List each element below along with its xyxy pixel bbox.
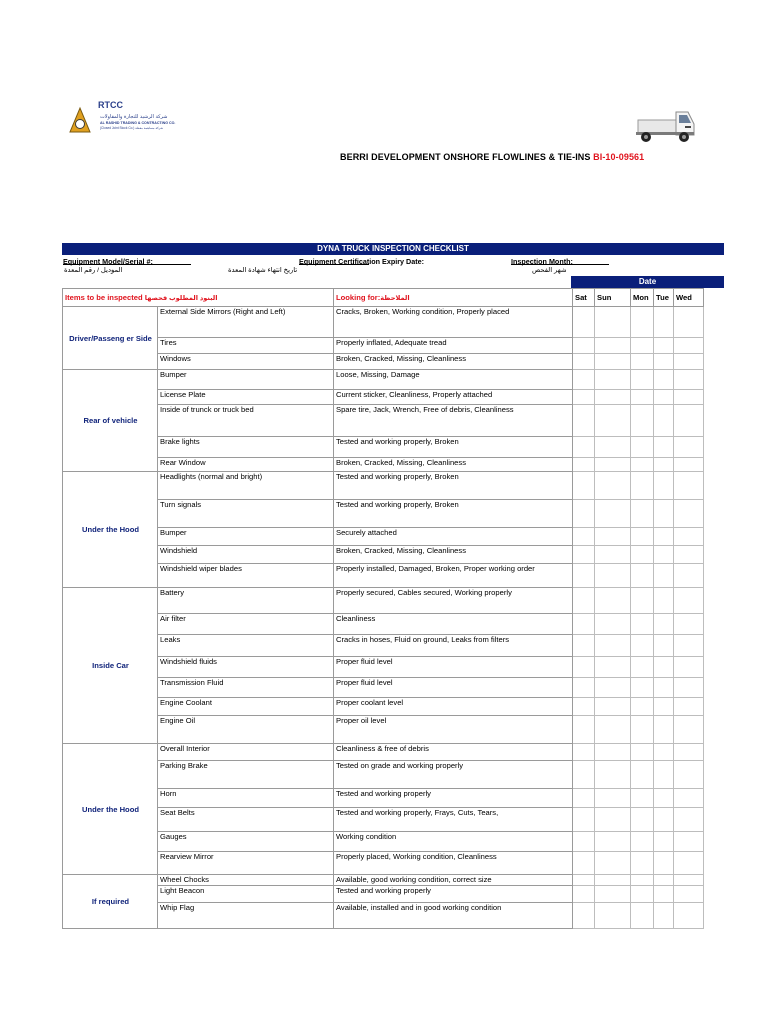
item-cell: Inside of trunck or truck bed <box>158 405 334 437</box>
check-cell[interactable] <box>654 528 674 546</box>
check-cell[interactable] <box>595 546 631 564</box>
table-row <box>63 338 704 354</box>
category-cell: Under the Hood <box>63 472 158 588</box>
category-cell: If required <box>63 875 158 929</box>
check-cell[interactable] <box>573 716 595 744</box>
looking-for-cell: Securely attached <box>334 528 573 546</box>
item-cell: Overall Interior <box>158 744 334 761</box>
check-cell[interactable] <box>674 744 704 761</box>
item-cell: Light Beacon <box>158 886 334 903</box>
check-cell[interactable] <box>595 761 631 789</box>
check-cell[interactable] <box>631 808 654 832</box>
check-cell[interactable] <box>631 614 654 635</box>
project-title: BERRI DEVELOPMENT ONSHORE FLOWLINES & TIE-INS BI-10-09561 <box>340 152 645 162</box>
looking-for-cell: Broken, Cracked, Missing, Cleanliness <box>334 458 573 472</box>
day-header: Sat <box>573 289 595 307</box>
check-cell[interactable] <box>595 852 631 875</box>
check-cell[interactable] <box>631 370 654 390</box>
looking-for-cell: Spare tire, Jack, Wrench, Free of debris, Cleanliness <box>334 405 573 437</box>
model-arabic: الموديل / رقم المعدة <box>64 267 123 274</box>
check-cell[interactable] <box>631 832 654 852</box>
table-row <box>63 472 704 500</box>
check-cell[interactable] <box>595 635 631 657</box>
check-cell[interactable] <box>595 472 631 500</box>
check-cell[interactable] <box>595 808 631 832</box>
check-cell[interactable] <box>674 903 704 929</box>
table-row <box>63 354 704 370</box>
check-cell[interactable] <box>573 307 595 338</box>
table-header-row <box>63 289 704 307</box>
check-cell[interactable] <box>573 458 595 472</box>
check-cell[interactable] <box>595 307 631 338</box>
check-cell[interactable] <box>654 307 674 338</box>
check-cell[interactable] <box>654 588 674 614</box>
check-cell[interactable] <box>573 761 595 789</box>
check-cell[interactable] <box>674 405 704 437</box>
item-cell: Battery <box>158 588 334 614</box>
check-cell[interactable] <box>654 832 674 852</box>
check-cell[interactable] <box>654 370 674 390</box>
check-cell[interactable] <box>595 390 631 405</box>
table-row <box>63 564 704 588</box>
table-row <box>63 716 704 744</box>
check-cell[interactable] <box>631 886 654 903</box>
check-cell[interactable] <box>631 657 654 678</box>
check-cell[interactable] <box>654 405 674 437</box>
looking-for-cell: Tested on grade and working properly <box>334 761 573 789</box>
looking-for-cell: Available, installed and in good working condition <box>334 903 573 929</box>
looking-for-cell: Cracks, Broken, Working condition, Properly placed <box>334 307 573 338</box>
table-row <box>63 903 704 929</box>
check-cell[interactable] <box>674 338 704 354</box>
item-cell: Transmission Fluid <box>158 678 334 698</box>
check-cell[interactable] <box>573 875 595 886</box>
check-cell[interactable] <box>654 678 674 698</box>
check-cell[interactable] <box>654 808 674 832</box>
check-cell[interactable] <box>674 390 704 405</box>
item-cell: Engine Coolant <box>158 698 334 716</box>
checklist-table <box>62 288 704 929</box>
check-cell[interactable] <box>631 472 654 500</box>
item-cell: Bumper <box>158 370 334 390</box>
check-cell[interactable] <box>631 698 654 716</box>
looking-for-cell: Proper coolant level <box>334 698 573 716</box>
check-cell[interactable] <box>595 564 631 588</box>
item-cell: Bumper <box>158 528 334 546</box>
table-row <box>63 307 704 338</box>
date-header: Date <box>571 276 724 288</box>
day-header: Wed <box>674 289 704 307</box>
looking-for-cell: Tested and working properly, Broken <box>334 472 573 500</box>
check-cell[interactable] <box>573 546 595 564</box>
check-cell[interactable] <box>595 458 631 472</box>
check-cell[interactable] <box>595 500 631 528</box>
looking-for-cell: Properly secured, Cables secured, Working properly <box>334 588 573 614</box>
check-cell[interactable] <box>595 354 631 370</box>
check-cell[interactable] <box>631 875 654 886</box>
check-cell[interactable] <box>674 472 704 500</box>
item-cell: Gauges <box>158 832 334 852</box>
check-cell[interactable] <box>595 405 631 437</box>
looking-for-cell: Tested and working properly, Broken <box>334 437 573 458</box>
table-row <box>63 390 704 405</box>
item-cell: Engine Oil <box>158 716 334 744</box>
table-row <box>63 458 704 472</box>
item-cell: Windshield <box>158 546 334 564</box>
cert-arabic: تاريخ انتهاء شهادة المعدة <box>228 267 298 274</box>
check-cell[interactable] <box>573 698 595 716</box>
check-cell[interactable] <box>631 564 654 588</box>
check-cell[interactable] <box>631 437 654 458</box>
svg-text:AL RASHID TRADING & CONTRACTIN: AL RASHID TRADING & CONTRACTING CO. <box>100 121 176 125</box>
svg-text:(Closed Joint Stock Co.) شركة: (Closed Joint Stock Co.) شركة مساهمة مقفلة <box>100 126 164 130</box>
check-cell[interactable] <box>595 716 631 744</box>
looking-header: Looking for:الملاحظة <box>334 289 573 307</box>
looking-for-cell: Broken, Cracked, Missing, Cleanliness <box>334 354 573 370</box>
check-cell[interactable] <box>654 635 674 657</box>
item-cell: Whip Flag <box>158 903 334 929</box>
check-cell[interactable] <box>595 657 631 678</box>
table-row <box>63 635 704 657</box>
looking-for-cell: Proper oil level <box>334 716 573 744</box>
table-row <box>63 614 704 635</box>
check-cell[interactable] <box>654 338 674 354</box>
check-cell[interactable] <box>631 852 654 875</box>
table-row <box>63 698 704 716</box>
table-row <box>63 744 704 761</box>
check-cell[interactable] <box>674 370 704 390</box>
check-cell[interactable] <box>631 678 654 698</box>
check-cell[interactable] <box>674 588 704 614</box>
check-cell[interactable] <box>674 307 704 338</box>
check-cell[interactable] <box>573 588 595 614</box>
check-cell[interactable] <box>595 832 631 852</box>
check-cell[interactable] <box>573 614 595 635</box>
table-row <box>63 808 704 832</box>
day-header: Mon <box>631 289 654 307</box>
looking-for-cell: Tested and working properly, Frays, Cuts, Tears, <box>334 808 573 832</box>
check-cell[interactable] <box>674 761 704 789</box>
check-cell[interactable] <box>654 564 674 588</box>
table-row <box>63 370 704 390</box>
check-cell[interactable] <box>595 875 631 886</box>
check-cell[interactable] <box>674 528 704 546</box>
check-cell[interactable] <box>595 698 631 716</box>
table-row <box>63 852 704 875</box>
check-cell[interactable] <box>674 657 704 678</box>
table-row <box>63 886 704 903</box>
table-row <box>63 500 704 528</box>
table-row <box>63 761 704 789</box>
check-cell[interactable] <box>631 789 654 808</box>
looking-for-cell: Cleanliness & free of debris <box>334 744 573 761</box>
check-cell[interactable] <box>654 390 674 405</box>
equipment-info-row <box>62 255 724 265</box>
check-cell[interactable] <box>631 307 654 338</box>
check-cell[interactable] <box>674 546 704 564</box>
item-cell: External Side Mirrors (Right and Left) <box>158 307 334 338</box>
looking-for-cell: Properly placed, Working condition, Cleanliness <box>334 852 573 875</box>
item-cell: Windshield wiper blades <box>158 564 334 588</box>
check-cell[interactable] <box>595 678 631 698</box>
check-cell[interactable] <box>573 886 595 903</box>
item-cell: Tires <box>158 338 334 354</box>
check-cell[interactable] <box>654 500 674 528</box>
check-cell[interactable] <box>631 744 654 761</box>
check-cell[interactable] <box>631 390 654 405</box>
check-cell[interactable] <box>674 832 704 852</box>
category-cell: Rear of vehicle <box>63 370 158 472</box>
check-cell[interactable] <box>654 886 674 903</box>
item-cell: Air filter <box>158 614 334 635</box>
item-cell: Horn <box>158 789 334 808</box>
check-cell[interactable] <box>674 437 704 458</box>
check-cell[interactable] <box>654 437 674 458</box>
check-cell[interactable] <box>595 614 631 635</box>
check-cell[interactable] <box>573 564 595 588</box>
category-cell: Driver/Passeng er Side <box>63 307 158 370</box>
check-cell[interactable] <box>573 808 595 832</box>
looking-for-cell: Properly inflated, Adequate tread <box>334 338 573 354</box>
check-cell[interactable] <box>573 832 595 852</box>
svg-text:شركة الرشيد للتجارة والمقاولات: شركة الرشيد للتجارة والمقاولات <box>100 114 168 120</box>
check-cell[interactable] <box>631 500 654 528</box>
check-cell[interactable] <box>654 546 674 564</box>
logo-text: RTCC <box>98 100 123 110</box>
check-cell[interactable] <box>595 528 631 546</box>
item-cell: Windows <box>158 354 334 370</box>
check-cell[interactable] <box>573 405 595 437</box>
month-field[interactable] <box>511 257 609 265</box>
category-cell: Inside Car <box>63 588 158 744</box>
item-cell: Brake lights <box>158 437 334 458</box>
looking-for-cell: Cleanliness <box>334 614 573 635</box>
check-cell[interactable] <box>631 338 654 354</box>
check-cell[interactable] <box>631 405 654 437</box>
check-cell[interactable] <box>573 370 595 390</box>
looking-for-cell: Cracks in hoses, Fluid on ground, Leaks from filters <box>334 635 573 657</box>
check-cell[interactable] <box>631 458 654 472</box>
check-cell[interactable] <box>654 354 674 370</box>
checklist-title: DYNA TRUCK INSPECTION CHECKLIST <box>62 243 724 255</box>
check-cell[interactable] <box>654 875 674 886</box>
cert-label: Equipment Certification Expiry Date: <box>299 257 425 266</box>
check-cell[interactable] <box>595 903 631 929</box>
item-cell: Parking Brake <box>158 761 334 789</box>
check-cell[interactable] <box>631 546 654 564</box>
check-cell[interactable] <box>674 458 704 472</box>
check-cell[interactable] <box>674 564 704 588</box>
item-cell: Rear Window <box>158 458 334 472</box>
check-cell[interactable] <box>674 852 704 875</box>
category-cell: Under the Hood <box>63 744 158 875</box>
check-cell[interactable] <box>674 698 704 716</box>
check-cell[interactable] <box>674 678 704 698</box>
check-cell[interactable] <box>654 458 674 472</box>
looking-for-cell: Tested and working properly, Broken <box>334 500 573 528</box>
table-row <box>63 678 704 698</box>
check-cell[interactable] <box>573 789 595 808</box>
check-cell[interactable] <box>654 657 674 678</box>
check-cell[interactable] <box>573 354 595 370</box>
check-cell[interactable] <box>674 614 704 635</box>
item-cell: Wheel Chocks <box>158 875 334 886</box>
check-cell[interactable] <box>674 500 704 528</box>
company-logo <box>66 98 196 138</box>
check-cell[interactable] <box>654 761 674 789</box>
model-field[interactable] <box>63 257 191 265</box>
items-header: Items to be inspected البنود المطلوب فحصها <box>63 289 334 307</box>
inspection-checklist <box>62 243 724 912</box>
day-header: Tue <box>654 289 674 307</box>
check-cell[interactable] <box>654 716 674 744</box>
month-label: Inspection Month: <box>511 257 573 266</box>
item-cell: Turn signals <box>158 500 334 528</box>
check-cell[interactable] <box>654 472 674 500</box>
check-cell[interactable] <box>674 789 704 808</box>
check-cell[interactable] <box>654 698 674 716</box>
check-cell[interactable] <box>654 903 674 929</box>
check-cell[interactable] <box>573 437 595 458</box>
looking-for-cell: Tested and working properly <box>334 789 573 808</box>
day-header: Sun <box>595 289 631 307</box>
check-cell[interactable] <box>573 744 595 761</box>
check-cell[interactable] <box>631 528 654 546</box>
check-cell[interactable] <box>573 657 595 678</box>
arabic-info-row <box>62 265 724 275</box>
looking-for-cell: Current sticker, Cleanliness, Properly attached <box>334 390 573 405</box>
looking-for-cell: Loose, Missing, Damage <box>334 370 573 390</box>
check-cell[interactable] <box>573 528 595 546</box>
check-cell[interactable] <box>595 744 631 761</box>
check-cell[interactable] <box>573 852 595 875</box>
check-cell[interactable] <box>631 588 654 614</box>
looking-for-cell: Proper fluid level <box>334 678 573 698</box>
table-row <box>63 528 704 546</box>
check-cell[interactable] <box>654 614 674 635</box>
check-cell[interactable] <box>631 635 654 657</box>
model-label: Equipment Model/Serial #: <box>63 257 153 266</box>
check-cell[interactable] <box>674 875 704 886</box>
month-arabic: شهر الفحص <box>532 267 567 274</box>
check-cell[interactable] <box>674 354 704 370</box>
check-cell[interactable] <box>654 744 674 761</box>
check-cell[interactable] <box>674 635 704 657</box>
check-cell[interactable] <box>631 903 654 929</box>
looking-for-cell: Available, good working condition, correct size <box>334 875 573 886</box>
check-cell[interactable] <box>631 354 654 370</box>
check-cell[interactable] <box>654 852 674 875</box>
check-cell[interactable] <box>595 886 631 903</box>
looking-for-cell: Proper fluid level <box>334 657 573 678</box>
item-cell: Leaks <box>158 635 334 657</box>
table-row <box>63 657 704 678</box>
check-cell[interactable] <box>595 588 631 614</box>
check-cell[interactable] <box>595 370 631 390</box>
looking-for-cell: Tested and working properly <box>334 886 573 903</box>
check-cell[interactable] <box>573 500 595 528</box>
item-cell: Rearview Mirror <box>158 852 334 875</box>
table-row <box>63 546 704 564</box>
table-row <box>63 875 704 886</box>
check-cell[interactable] <box>674 808 704 832</box>
truck-image <box>632 104 696 146</box>
check-cell[interactable] <box>595 338 631 354</box>
check-cell[interactable] <box>595 437 631 458</box>
project-code: BI-10-09561 <box>593 152 645 162</box>
table-row <box>63 405 704 437</box>
check-cell[interactable] <box>631 716 654 744</box>
check-cell[interactable] <box>573 678 595 698</box>
check-cell[interactable] <box>674 886 704 903</box>
table-row <box>63 789 704 808</box>
looking-for-cell: Working condition <box>334 832 573 852</box>
item-cell: License Plate <box>158 390 334 405</box>
check-cell[interactable] <box>573 635 595 657</box>
check-cell[interactable] <box>595 789 631 808</box>
looking-for-cell: Properly installed, Damaged, Broken, Proper working order <box>334 564 573 588</box>
check-cell[interactable] <box>674 716 704 744</box>
check-cell[interactable] <box>631 761 654 789</box>
check-cell[interactable] <box>654 789 674 808</box>
check-cell[interactable] <box>573 390 595 405</box>
check-cell[interactable] <box>573 338 595 354</box>
item-cell: Windshield fluids <box>158 657 334 678</box>
table-row <box>63 832 704 852</box>
item-cell: Seat Belts <box>158 808 334 832</box>
check-cell[interactable] <box>573 903 595 929</box>
cert-field[interactable] <box>299 257 369 265</box>
looking-for-cell: Broken, Cracked, Missing, Cleanliness <box>334 546 573 564</box>
check-cell[interactable] <box>573 472 595 500</box>
item-cell: Headlights (normal and bright) <box>158 472 334 500</box>
table-row <box>63 588 704 614</box>
table-row <box>63 437 704 458</box>
